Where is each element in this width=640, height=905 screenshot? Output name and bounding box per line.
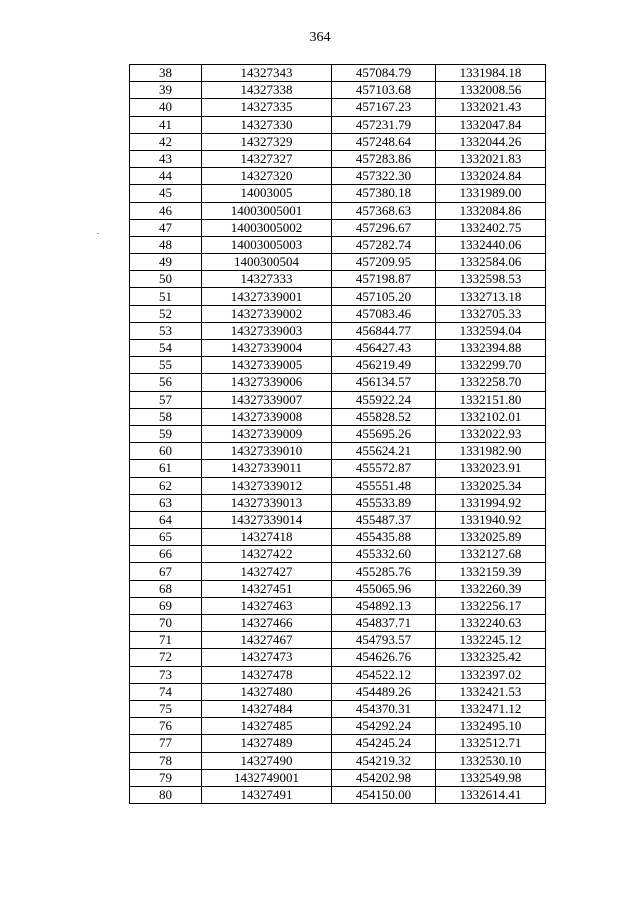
table-row bbox=[130, 752, 546, 769]
table-row bbox=[130, 150, 546, 167]
y-coordinate-cell: 1332549.98 bbox=[436, 769, 546, 786]
y-coordinate-cell: 1332471.12 bbox=[436, 700, 546, 717]
point-id-cell: 14327333 bbox=[202, 271, 332, 288]
table-row bbox=[130, 82, 546, 99]
x-coordinate-cell: 455572.87 bbox=[332, 460, 436, 477]
x-coordinate-cell: 456219.49 bbox=[332, 357, 436, 374]
table-row bbox=[130, 718, 546, 735]
point-number-cell: 69 bbox=[130, 597, 202, 614]
point-number-cell: 63 bbox=[130, 494, 202, 511]
x-coordinate-cell: 456844.77 bbox=[332, 322, 436, 339]
point-number-cell: 74 bbox=[130, 683, 202, 700]
point-id-cell: 14327339010 bbox=[202, 443, 332, 460]
table-row bbox=[130, 99, 546, 116]
point-id-cell: 14327490 bbox=[202, 752, 332, 769]
point-number-cell: 46 bbox=[130, 202, 202, 219]
y-coordinate-cell: 1332022.93 bbox=[436, 425, 546, 442]
y-coordinate-cell: 1332021.83 bbox=[436, 150, 546, 167]
x-coordinate-cell: 455551.48 bbox=[332, 477, 436, 494]
point-number-cell: 70 bbox=[130, 615, 202, 632]
point-number-cell: 71 bbox=[130, 632, 202, 649]
x-coordinate-cell: 455695.26 bbox=[332, 425, 436, 442]
y-coordinate-cell: 1332024.84 bbox=[436, 168, 546, 185]
x-coordinate-cell: 455487.37 bbox=[332, 511, 436, 528]
x-coordinate-cell: 457368.63 bbox=[332, 202, 436, 219]
table-row bbox=[130, 597, 546, 614]
y-coordinate-cell: 1332025.34 bbox=[436, 477, 546, 494]
point-number-cell: 40 bbox=[130, 99, 202, 116]
point-number-cell: 57 bbox=[130, 391, 202, 408]
y-coordinate-cell: 1332495.10 bbox=[436, 718, 546, 735]
point-number-cell: 47 bbox=[130, 219, 202, 236]
x-coordinate-cell: 457084.79 bbox=[332, 65, 436, 82]
point-id-cell: 14327467 bbox=[202, 632, 332, 649]
coordinate-table-container bbox=[129, 64, 545, 804]
x-coordinate-cell: 455624.21 bbox=[332, 443, 436, 460]
x-coordinate-cell: 454219.32 bbox=[332, 752, 436, 769]
point-number-cell: 66 bbox=[130, 546, 202, 563]
table-row bbox=[130, 133, 546, 150]
table-row bbox=[130, 271, 546, 288]
point-id-cell: 14327451 bbox=[202, 580, 332, 597]
x-coordinate-cell: 455332.60 bbox=[332, 546, 436, 563]
y-coordinate-cell: 1332713.18 bbox=[436, 288, 546, 305]
table-row bbox=[130, 236, 546, 253]
y-coordinate-cell: 1332299.70 bbox=[436, 357, 546, 374]
point-number-cell: 51 bbox=[130, 288, 202, 305]
point-id-cell: 14327335 bbox=[202, 99, 332, 116]
point-number-cell: 65 bbox=[130, 529, 202, 546]
y-coordinate-cell: 1332102.01 bbox=[436, 408, 546, 425]
point-number-cell: 42 bbox=[130, 133, 202, 150]
point-id-cell: 14003005 bbox=[202, 185, 332, 202]
point-id-cell: 14327418 bbox=[202, 529, 332, 546]
point-id-cell: 14327339009 bbox=[202, 425, 332, 442]
point-number-cell: 72 bbox=[130, 649, 202, 666]
point-number-cell: 43 bbox=[130, 150, 202, 167]
table-row bbox=[130, 219, 546, 236]
coordinate-table-body bbox=[130, 65, 546, 804]
y-coordinate-cell: 1332260.39 bbox=[436, 580, 546, 597]
y-coordinate-cell: 1332023.91 bbox=[436, 460, 546, 477]
table-row bbox=[130, 460, 546, 477]
point-id-cell: 14327480 bbox=[202, 683, 332, 700]
x-coordinate-cell: 457380.18 bbox=[332, 185, 436, 202]
y-coordinate-cell: 1331982.90 bbox=[436, 443, 546, 460]
point-number-cell: 53 bbox=[130, 322, 202, 339]
y-coordinate-cell: 1332021.43 bbox=[436, 99, 546, 116]
x-coordinate-cell: 455065.96 bbox=[332, 580, 436, 597]
table-row bbox=[130, 666, 546, 683]
point-number-cell: 48 bbox=[130, 236, 202, 253]
table-row bbox=[130, 374, 546, 391]
y-coordinate-cell: 1332397.02 bbox=[436, 666, 546, 683]
y-coordinate-cell: 1332402.75 bbox=[436, 219, 546, 236]
x-coordinate-cell: 455828.52 bbox=[332, 408, 436, 425]
point-id-cell: 1432749001 bbox=[202, 769, 332, 786]
x-coordinate-cell: 457231.79 bbox=[332, 116, 436, 133]
point-number-cell: 41 bbox=[130, 116, 202, 133]
table-row bbox=[130, 700, 546, 717]
y-coordinate-cell: 1331984.18 bbox=[436, 65, 546, 82]
y-coordinate-cell: 1331994.92 bbox=[436, 494, 546, 511]
table-row bbox=[130, 322, 546, 339]
point-number-cell: 54 bbox=[130, 340, 202, 357]
x-coordinate-cell: 455435.88 bbox=[332, 529, 436, 546]
x-coordinate-cell: 454202.98 bbox=[332, 769, 436, 786]
scan-mark bbox=[97, 233, 99, 234]
x-coordinate-cell: 457282.74 bbox=[332, 236, 436, 253]
point-id-cell: 14327463 bbox=[202, 597, 332, 614]
point-number-cell: 67 bbox=[130, 563, 202, 580]
y-coordinate-cell: 1332240.63 bbox=[436, 615, 546, 632]
point-id-cell: 14327339002 bbox=[202, 305, 332, 322]
y-coordinate-cell: 1332598.53 bbox=[436, 271, 546, 288]
y-coordinate-cell: 1332245.12 bbox=[436, 632, 546, 649]
x-coordinate-cell: 457296.67 bbox=[332, 219, 436, 236]
point-id-cell: 14327339014 bbox=[202, 511, 332, 528]
y-coordinate-cell: 1332394.88 bbox=[436, 340, 546, 357]
y-coordinate-cell: 1331989.00 bbox=[436, 185, 546, 202]
point-id-cell: 14327466 bbox=[202, 615, 332, 632]
point-id-cell: 14327473 bbox=[202, 649, 332, 666]
table-row bbox=[130, 615, 546, 632]
point-number-cell: 61 bbox=[130, 460, 202, 477]
point-number-cell: 52 bbox=[130, 305, 202, 322]
y-coordinate-cell: 1332421.53 bbox=[436, 683, 546, 700]
point-id-cell: 14327339004 bbox=[202, 340, 332, 357]
x-coordinate-cell: 454370.31 bbox=[332, 700, 436, 717]
x-coordinate-cell: 457248.64 bbox=[332, 133, 436, 150]
table-row bbox=[130, 563, 546, 580]
table-row bbox=[130, 254, 546, 271]
table-row bbox=[130, 116, 546, 133]
point-number-cell: 73 bbox=[130, 666, 202, 683]
point-number-cell: 78 bbox=[130, 752, 202, 769]
point-id-cell: 14003005003 bbox=[202, 236, 332, 253]
x-coordinate-cell: 457105.20 bbox=[332, 288, 436, 305]
x-coordinate-cell: 454522.12 bbox=[332, 666, 436, 683]
y-coordinate-cell: 1332159.39 bbox=[436, 563, 546, 580]
table-row bbox=[130, 786, 546, 803]
x-coordinate-cell: 454837.71 bbox=[332, 615, 436, 632]
point-number-cell: 58 bbox=[130, 408, 202, 425]
point-id-cell: 14327491 bbox=[202, 786, 332, 803]
point-number-cell: 60 bbox=[130, 443, 202, 460]
point-number-cell: 79 bbox=[130, 769, 202, 786]
point-id-cell: 14327422 bbox=[202, 546, 332, 563]
y-coordinate-cell: 1332127.68 bbox=[436, 546, 546, 563]
y-coordinate-cell: 1332258.70 bbox=[436, 374, 546, 391]
table-row bbox=[130, 529, 546, 546]
table-row bbox=[130, 580, 546, 597]
point-number-cell: 49 bbox=[130, 254, 202, 271]
table-row bbox=[130, 511, 546, 528]
x-coordinate-cell: 455533.89 bbox=[332, 494, 436, 511]
table-row bbox=[130, 65, 546, 82]
x-coordinate-cell: 454292.24 bbox=[332, 718, 436, 735]
y-coordinate-cell: 1332044.26 bbox=[436, 133, 546, 150]
y-coordinate-cell: 1332530.10 bbox=[436, 752, 546, 769]
y-coordinate-cell: 1332008.56 bbox=[436, 82, 546, 99]
table-row bbox=[130, 477, 546, 494]
point-id-cell: 14327330 bbox=[202, 116, 332, 133]
table-row bbox=[130, 649, 546, 666]
point-id-cell: 14327339001 bbox=[202, 288, 332, 305]
point-number-cell: 55 bbox=[130, 357, 202, 374]
coordinate-table bbox=[129, 64, 546, 804]
x-coordinate-cell: 457083.46 bbox=[332, 305, 436, 322]
x-coordinate-cell: 454245.24 bbox=[332, 735, 436, 752]
table-row bbox=[130, 632, 546, 649]
point-id-cell: 14327320 bbox=[202, 168, 332, 185]
point-id-cell: 14327339003 bbox=[202, 322, 332, 339]
y-coordinate-cell: 1332584.06 bbox=[436, 254, 546, 271]
x-coordinate-cell: 454793.57 bbox=[332, 632, 436, 649]
table-row bbox=[130, 391, 546, 408]
table-row bbox=[130, 168, 546, 185]
table-row bbox=[130, 305, 546, 322]
y-coordinate-cell: 1331940.92 bbox=[436, 511, 546, 528]
table-row bbox=[130, 443, 546, 460]
x-coordinate-cell: 455285.76 bbox=[332, 563, 436, 580]
point-id-cell: 14327339007 bbox=[202, 391, 332, 408]
point-id-cell: 14327427 bbox=[202, 563, 332, 580]
point-id-cell: 1400300504 bbox=[202, 254, 332, 271]
table-row bbox=[130, 683, 546, 700]
point-number-cell: 38 bbox=[130, 65, 202, 82]
x-coordinate-cell: 454892.13 bbox=[332, 597, 436, 614]
point-id-cell: 14003005001 bbox=[202, 202, 332, 219]
x-coordinate-cell: 457283.86 bbox=[332, 150, 436, 167]
point-id-cell: 14327489 bbox=[202, 735, 332, 752]
table-row bbox=[130, 288, 546, 305]
x-coordinate-cell: 457167.23 bbox=[332, 99, 436, 116]
page-number: 364 bbox=[309, 30, 331, 45]
point-id-cell: 14327329 bbox=[202, 133, 332, 150]
point-id-cell: 14327339013 bbox=[202, 494, 332, 511]
point-id-cell: 14327339008 bbox=[202, 408, 332, 425]
point-id-cell: 14327327 bbox=[202, 150, 332, 167]
y-coordinate-cell: 1332440.06 bbox=[436, 236, 546, 253]
point-number-cell: 64 bbox=[130, 511, 202, 528]
point-number-cell: 45 bbox=[130, 185, 202, 202]
x-coordinate-cell: 457103.68 bbox=[332, 82, 436, 99]
point-id-cell: 14327339012 bbox=[202, 477, 332, 494]
y-coordinate-cell: 1332151.80 bbox=[436, 391, 546, 408]
point-id-cell: 14003005002 bbox=[202, 219, 332, 236]
y-coordinate-cell: 1332025.89 bbox=[436, 529, 546, 546]
point-number-cell: 76 bbox=[130, 718, 202, 735]
y-coordinate-cell: 1332614.41 bbox=[436, 786, 546, 803]
x-coordinate-cell: 454150.00 bbox=[332, 786, 436, 803]
x-coordinate-cell: 457209.95 bbox=[332, 254, 436, 271]
point-id-cell: 14327343 bbox=[202, 65, 332, 82]
y-coordinate-cell: 1332256.17 bbox=[436, 597, 546, 614]
point-number-cell: 44 bbox=[130, 168, 202, 185]
table-row bbox=[130, 546, 546, 563]
y-coordinate-cell: 1332705.33 bbox=[436, 305, 546, 322]
table-row bbox=[130, 735, 546, 752]
table-row bbox=[130, 425, 546, 442]
x-coordinate-cell: 457322.30 bbox=[332, 168, 436, 185]
x-coordinate-cell: 456134.57 bbox=[332, 374, 436, 391]
point-number-cell: 50 bbox=[130, 271, 202, 288]
point-number-cell: 56 bbox=[130, 374, 202, 391]
point-number-cell: 77 bbox=[130, 735, 202, 752]
y-coordinate-cell: 1332512.71 bbox=[436, 735, 546, 752]
point-id-cell: 14327478 bbox=[202, 666, 332, 683]
y-coordinate-cell: 1332325.42 bbox=[436, 649, 546, 666]
point-id-cell: 14327339011 bbox=[202, 460, 332, 477]
point-id-cell: 14327338 bbox=[202, 82, 332, 99]
point-number-cell: 59 bbox=[130, 425, 202, 442]
table-row bbox=[130, 357, 546, 374]
x-coordinate-cell: 456427.43 bbox=[332, 340, 436, 357]
point-number-cell: 39 bbox=[130, 82, 202, 99]
y-coordinate-cell: 1332084.86 bbox=[436, 202, 546, 219]
table-row bbox=[130, 185, 546, 202]
point-id-cell: 14327485 bbox=[202, 718, 332, 735]
table-row bbox=[130, 769, 546, 786]
table-row bbox=[130, 494, 546, 511]
y-coordinate-cell: 1332047.84 bbox=[436, 116, 546, 133]
table-row bbox=[130, 408, 546, 425]
x-coordinate-cell: 454626.76 bbox=[332, 649, 436, 666]
point-id-cell: 14327484 bbox=[202, 700, 332, 717]
table-row bbox=[130, 202, 546, 219]
table-row bbox=[130, 340, 546, 357]
x-coordinate-cell: 454489.26 bbox=[332, 683, 436, 700]
point-number-cell: 75 bbox=[130, 700, 202, 717]
x-coordinate-cell: 457198.87 bbox=[332, 271, 436, 288]
point-number-cell: 62 bbox=[130, 477, 202, 494]
point-number-cell: 68 bbox=[130, 580, 202, 597]
point-number-cell: 80 bbox=[130, 786, 202, 803]
y-coordinate-cell: 1332594.04 bbox=[436, 322, 546, 339]
point-id-cell: 14327339005 bbox=[202, 357, 332, 374]
x-coordinate-cell: 455922.24 bbox=[332, 391, 436, 408]
point-id-cell: 14327339006 bbox=[202, 374, 332, 391]
